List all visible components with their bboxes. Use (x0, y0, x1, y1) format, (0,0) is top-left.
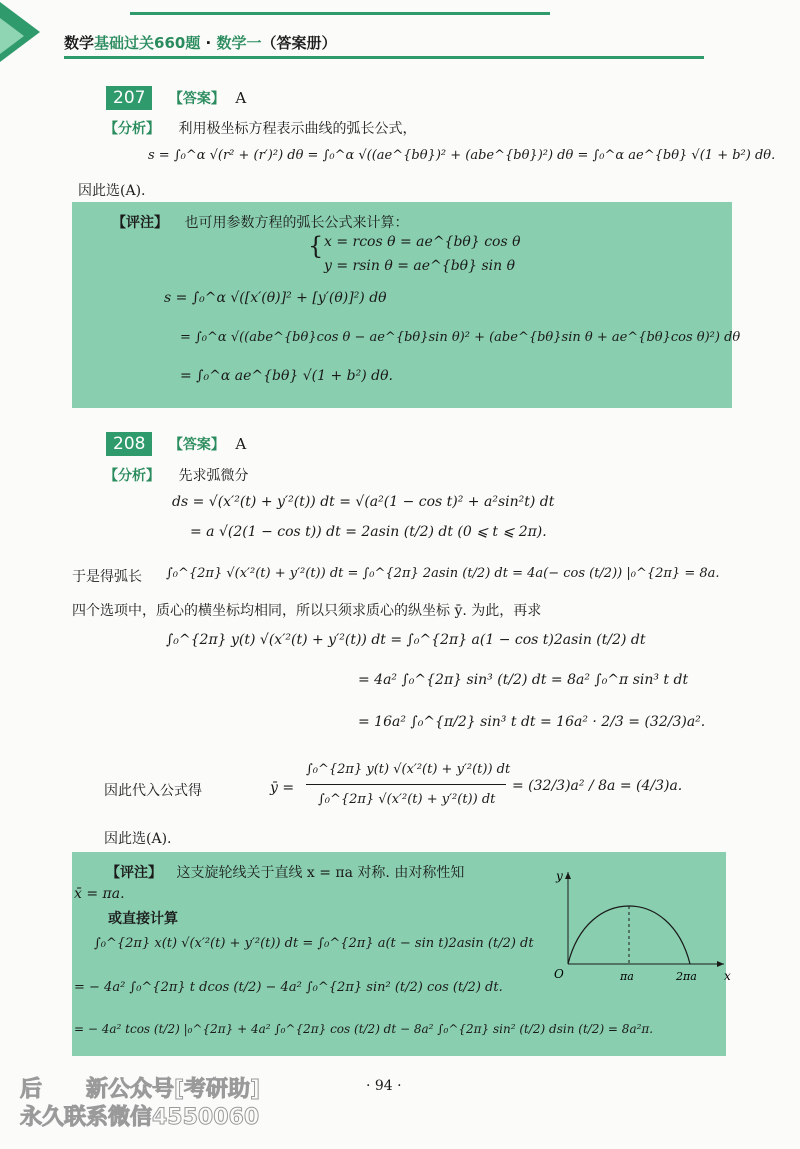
formula-208-ds: ds = √(x′²(t) + y′²(t)) dt = √(a²(1 − cos t)² + a²sin²t) dt (172, 494, 555, 510)
formula-208-ds2: = a √(2(1 − cos t)) dt = 2asin (t/2) dt (0 ⩽ t ⩽ 2π). (190, 524, 547, 540)
ybar-result: = (32/3)a² / 8a = (4/3)a. (512, 778, 683, 794)
paragraph-centroid: 四个选项中，质心的横坐标均相同，所以只须求质心的纵坐标 ȳ. 为此，再求 (72, 603, 542, 619)
question-208-heading (106, 432, 246, 456)
param-y: y = rsin θ = ae^{bθ} sin θ (324, 258, 515, 274)
answer-tag: 【答案】 (168, 437, 225, 453)
conclusion-208: 因此选(A). (104, 831, 172, 847)
analysis-tag: 【分析】 (104, 121, 160, 137)
y-axis-arrow (565, 872, 571, 879)
comment-207-formula2: = ∫₀^α √((abe^{bθ}cos θ − ae^{bθ}sin θ)² + (abe^{bθ}sin θ + ae^{bθ}cos θ)²) dθ (180, 330, 741, 345)
conclusion-207: 因此选(A). (78, 183, 146, 199)
watermark-line2: 永久联系微信4550060 (20, 1105, 260, 1130)
comment-text: 这支旋轮线关于直线 x = πa 对称. 由对称性知 (176, 865, 465, 881)
arc-prefix: 于是得弧长 (72, 569, 142, 585)
answer-value: A (235, 89, 247, 107)
corner-decoration-inner (0, 18, 24, 54)
ybar-numerator: ∫₀^{2π} y(t) √(x′²(t) + y′²(t)) dt (306, 762, 511, 777)
title-part: 数学一 (216, 34, 262, 52)
ybar-symbol: ȳ = (270, 780, 295, 796)
analysis-207 (104, 118, 416, 138)
x-axis-label: x (724, 969, 731, 983)
comment-207-formula1: s = ∫₀^α √([x′(θ)]² + [y′(θ)]²) dθ (164, 290, 387, 306)
title-part: · (200, 34, 217, 52)
origin-label: O (554, 967, 564, 981)
watermark-line1: 后 新公众号[考研助] (20, 1077, 261, 1102)
comment-tag: 【评注】 (112, 215, 168, 231)
question-number: 208 (106, 432, 152, 456)
formula-207-arc: s = ∫₀^α √(r² + (r′)²) dθ = ∫₀^α √((ae^{bθ})² + (abe^{bθ})²) dθ = ∫₀^α ae^{bθ} √(1 + b²) dθ. (148, 148, 776, 163)
xbar-value: x̄ = πa. (74, 886, 125, 902)
comment-208-c1: ∫₀^{2π} x(t) √(x′²(t) + y′²(t)) dt = ∫₀^{2π} a(t − sin t)2asin (t/2) dt (94, 936, 534, 951)
substitute-prefix: 因此代入公式得 (104, 783, 202, 799)
page-header (0, 0, 800, 70)
header-rule-top (130, 12, 550, 15)
question-207-heading (106, 86, 246, 110)
comment-208-c2: = − 4a² ∫₀^{2π} t dcos (t/2) − 4a² ∫₀^{2π} sin² (t/2) cos (t/2) dt. (74, 980, 503, 995)
arc-length-line (72, 566, 142, 586)
comment-208-c3: = − 4a² tcos (t/2) |₀^{2π} + 4a² ∫₀^{2π} cos (t/2) dt − 8a² ∫₀^{2π} sin² (t/2) dsin (t/2) = 8a²π. (74, 1022, 654, 1036)
analysis-208 (104, 465, 248, 485)
fraction-bar (306, 784, 506, 785)
book-title (64, 32, 337, 53)
x-axis-arrow (717, 961, 724, 967)
formula-208-y1: ∫₀^{2π} y(t) √(x′²(t) + y′²(t)) dt = ∫₀^{2π} a(1 − cos t)2asin (t/2) dt (166, 632, 646, 648)
comment-207-formula3: = ∫₀^α ae^{bθ} √(1 + b²) dθ. (180, 368, 393, 384)
comment-box-207 (72, 202, 741, 408)
answer-value: A (235, 435, 247, 453)
param-x: x = rcos θ = ae^{bθ} cos θ (324, 234, 521, 250)
question-number: 207 (106, 86, 152, 110)
tick-pi-a: πa (620, 970, 634, 983)
title-part: 基础过关660题 (94, 34, 201, 52)
header-rule-bottom (64, 56, 704, 59)
page-number: · 94 · (366, 1078, 402, 1094)
title-part: （答案册） (261, 34, 337, 52)
comment-text: 也可用参数方程的弧长公式来计算： (184, 215, 409, 231)
analysis-text: 先求弧微分 (178, 468, 249, 484)
formula-208-y3: = 16a² ∫₀^{π/2} sin³ t dt = 16a² · 2/3 = (32/3)a². (358, 714, 706, 730)
formula-208-y2: = 4a² ∫₀^{2π} sin³ (t/2) dt = 8a² ∫₀^π sin³ t dt (358, 672, 689, 688)
comment-box-208 (72, 852, 731, 1056)
tick-2pi-a: 2πa (676, 970, 697, 983)
y-axis-label: y (556, 869, 563, 883)
analysis-text: 利用极坐标方程表示曲线的弧长公式， (178, 121, 417, 137)
brace: { (308, 232, 324, 260)
cycloid-graph (534, 864, 734, 984)
title-part: 数学 (64, 34, 95, 52)
analysis-tag: 【分析】 (104, 468, 160, 484)
direct-calc-label: 或直接计算 (108, 911, 178, 927)
ybar-denominator: ∫₀^{2π} √(x′²(t) + y′²(t)) dt (318, 792, 496, 807)
comment-207-intro (112, 212, 408, 232)
answer-tag: 【答案】 (168, 91, 225, 107)
formula-208-arc: ∫₀^{2π} √(x′²(t) + y′²(t)) dt = ∫₀^{2π} 2asin (t/2) dt = 4a(− cos (t/2)) |₀^{2π} = 8a. (166, 566, 720, 581)
comment-tag: 【评注】 (106, 865, 162, 881)
comment-208-intro (106, 862, 464, 882)
